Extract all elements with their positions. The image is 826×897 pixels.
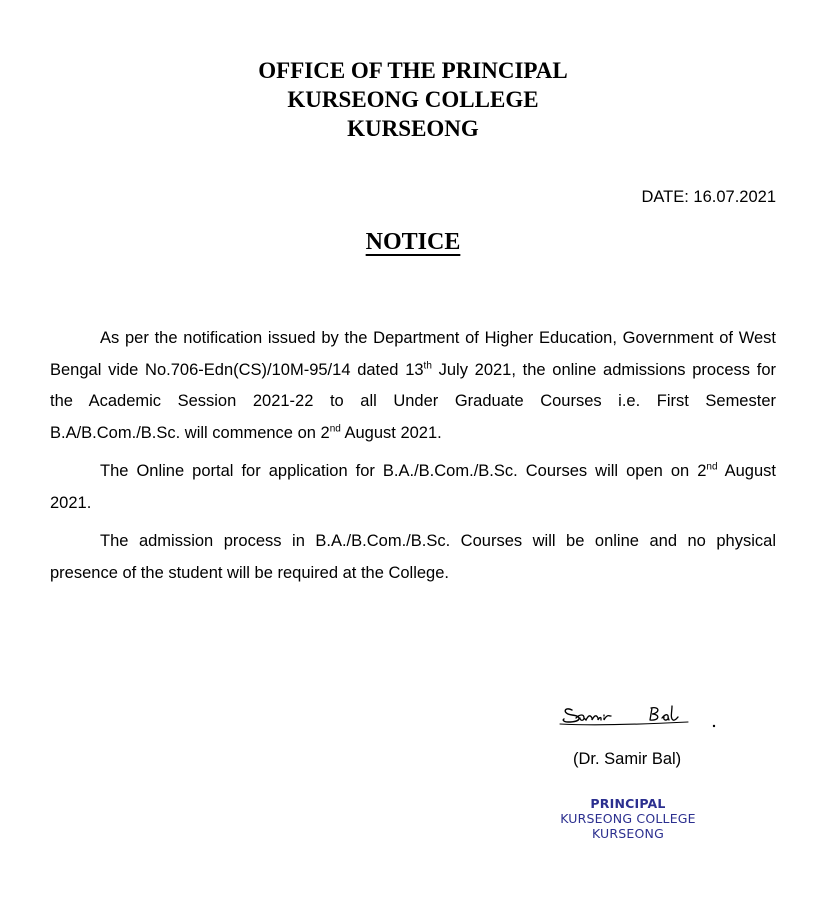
p2-sup-a: nd [706, 461, 718, 473]
office-header [0, 56, 826, 143]
p1-text-c: August 2021. [340, 423, 442, 442]
header-office: OFFICE OF THE PRINCIPAL [258, 58, 568, 83]
stamp-title: PRINCIPAL [590, 796, 666, 811]
stamp-town: KURSEONG [591, 826, 664, 841]
paragraph-2 [50, 456, 776, 519]
notice-title-wrapper [0, 229, 826, 256]
notice-title: NOTICE [365, 229, 461, 255]
p2-text-a: The Online portal for application for B.A./B.Com./B.Sc. Courses will open on 2 [100, 462, 707, 480]
notice-date: DATE: 16.07.2021 [641, 188, 776, 206]
stamp-college: KURSEONG COLLEGE [560, 811, 696, 826]
principal-stamp [548, 796, 708, 841]
notice-body [50, 323, 776, 596]
paragraph-1 [50, 323, 776, 449]
p1-text-a: As per the notification issued by the Department of Higher Education, Government of West Bengal vide No.706-Edn(CS)/10M-95/14 dated 13 [50, 329, 776, 379]
signatory-name: (Dr. Samir Bal) [573, 750, 682, 768]
p1-sup-a: th [423, 360, 432, 371]
p1-text-b: July 2021, the online admissions process for the Academic Session 2021-22 to all Under Graduate Courses i.e. First Semester B.A/B.Com./B.Sc. will commence on 2 [50, 360, 776, 442]
handwritten-signature [558, 696, 728, 732]
paragraph-3: The admission process in B.A./B.Com./B.Sc. Courses will be online and no physical presence of the student will be required at the College. [50, 532, 776, 582]
header-town: KURSEONG [347, 116, 479, 141]
p1-sup-b: nd [329, 423, 341, 434]
p2-text-b: August 2021. [50, 462, 776, 512]
header-college: KURSEONG COLLEGE [287, 87, 539, 112]
